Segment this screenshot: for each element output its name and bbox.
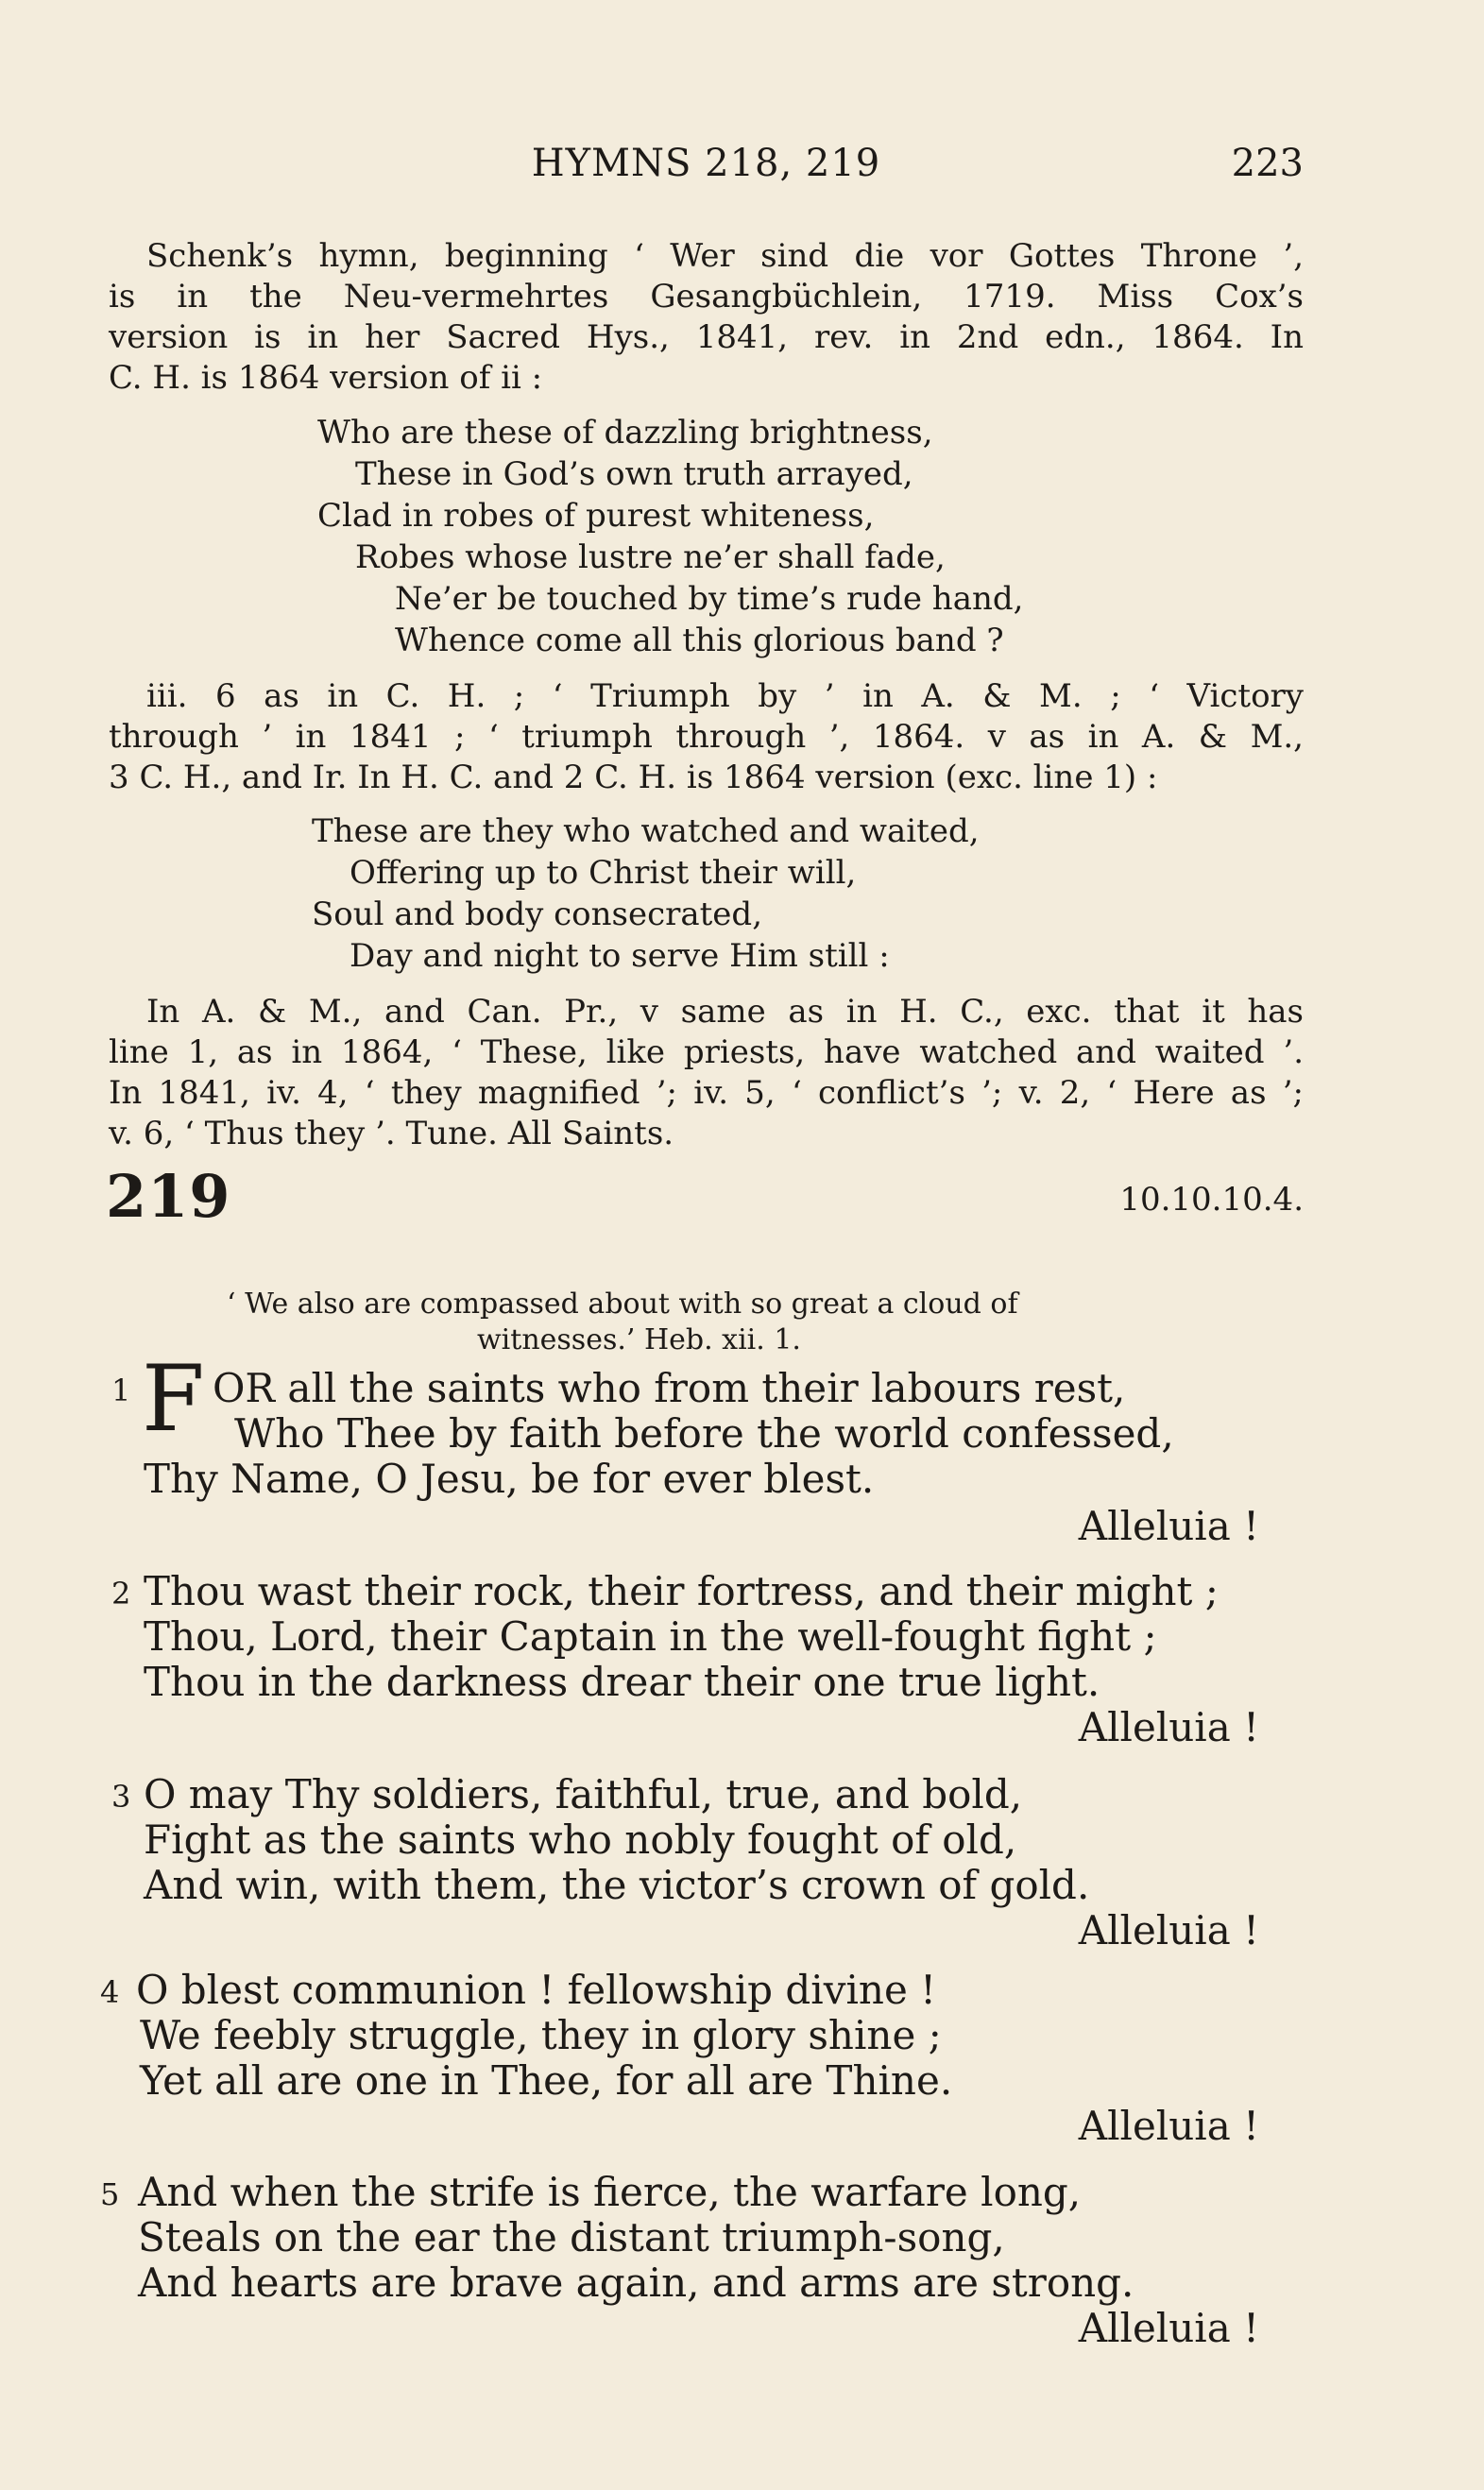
note-line: is in the Neu-vermehrtes Gesangbüchlein, 1719. Miss Cox’s — [109, 278, 1304, 316]
hymn-line: Thou wast their rock, their fortress, and their might ; — [144, 1568, 1219, 1614]
hymn-line: And win, with them, the victor’s crown of gold. — [144, 1862, 1090, 1908]
running-title: HYMNS 218, 219 — [531, 142, 881, 185]
quote-line: Day and night to serve Him still : — [350, 937, 890, 975]
hymn-line: OR all the saints who from their labours rest, — [213, 1365, 1126, 1411]
epigraph-line: ‘ We also are compassed about with so great a cloud of — [227, 1288, 1018, 1321]
quote-line: Who are these of dazzling brightness, — [317, 414, 933, 452]
quote-line: These in God’s own truth arrayed, — [355, 455, 913, 493]
stanza-number: 5 — [100, 2176, 120, 2212]
quote-line: Clad in robes of purest whiteness, — [317, 497, 875, 535]
running-head — [109, 142, 1304, 198]
hymn-line: Fight as the saints who nobly fought of old, — [144, 1816, 1017, 1863]
refrain: Alleluia ! — [1078, 1503, 1259, 1549]
stanza-number: 2 — [111, 1576, 131, 1612]
refrain: Alleluia ! — [1078, 2305, 1259, 2351]
drop-cap: F — [142, 1346, 205, 1452]
hymn-line: Steals on the ear the distant triumph-song, — [138, 2214, 1005, 2260]
stanza-number: 4 — [100, 1974, 120, 2010]
note-line: In 1841, iv. 4, ‘ they magnified ’; iv. 5, ‘ conflict’s ’; v. 2, ‘ Here as ’; — [109, 1074, 1304, 1112]
stanza-number: 1 — [111, 1373, 131, 1408]
note-line: 3 C. H., and Ir. In H. C. and 2 C. H. is 1864 version (exc. line 1) : — [109, 759, 1158, 796]
quote-line: Ne’er be touched by time’s rude hand, — [395, 580, 1024, 618]
note-line: through ’ in 1841 ; ‘ triumph through ’, 1864. v as in A. & M., — [109, 718, 1304, 756]
refrain: Alleluia ! — [1078, 2103, 1259, 2149]
scripture-epigraph — [227, 1287, 1219, 1358]
note-line: v. 6, ‘ Thus they ’. Tune. All Saints. — [109, 1115, 674, 1152]
hymn-line: Thou, Lord, their Captain in the well-fought fight ; — [144, 1613, 1157, 1660]
commentary-note-1 — [109, 236, 1304, 399]
page-number: 223 — [1231, 142, 1304, 185]
note-line: Schenk’s hymn, beginning ‘ Wer sind die vor Gottes Throne ’, — [146, 237, 1304, 275]
quote-line: Soul and body consecrated, — [312, 895, 762, 933]
hymn-line: And when the strife is fierce, the warfare long, — [138, 2169, 1082, 2215]
quote-line: These are they who watched and waited, — [312, 812, 980, 850]
quote-line: Whence come all this glorious band ? — [395, 622, 1004, 659]
hymn-line: Yet all are one in Thee, for all are Thine. — [140, 2057, 953, 2104]
quote-line: Offering up to Christ their will, — [350, 854, 857, 892]
hymn-meter: 10.10.10.4. — [1119, 1181, 1304, 1219]
stanza-number: 3 — [111, 1779, 131, 1815]
hymn-heading — [106, 1162, 1304, 1231]
note-line: C. H. is 1864 version of ii : — [109, 359, 543, 397]
note-line: version is in her Sacred Hys., 1841, rev. in 2nd edn., 1864. In — [109, 318, 1304, 356]
refrain: Alleluia ! — [1078, 1704, 1259, 1750]
hymn-line: Thy Name, O Jesu, be for ever blest. — [144, 1456, 875, 1502]
commentary-note-2 — [109, 676, 1304, 798]
note-line: In A. & M., and Can. Pr., v same as in H. C., exc. that it has — [146, 993, 1304, 1031]
quote-line: Robes whose lustre ne’er shall fade, — [355, 538, 946, 576]
hymn-line: Thou in the darkness drear their one true light. — [144, 1659, 1100, 1705]
hymn-number: 219 — [106, 1162, 231, 1231]
note-line: iii. 6 as in C. H. ; ‘ Triumph by ’ in A. & M. ; ‘ Victory — [146, 677, 1304, 715]
epigraph-line: witnesses.’ Heb. xii. 1. — [477, 1323, 801, 1356]
hymn-line: O may Thy soldiers, faithful, true, and bold, — [144, 1771, 1023, 1817]
commentary-note-3 — [109, 992, 1304, 1154]
hymn-line: We feebly struggle, they in glory shine ; — [140, 2012, 942, 2058]
hymn-line: And hearts are brave again, and arms are strong. — [138, 2260, 1134, 2306]
refrain: Alleluia ! — [1078, 1907, 1259, 1953]
note-line: line 1, as in 1864, ‘ These, like priests, have watched and waited ’. — [109, 1033, 1304, 1071]
hymn-line: Who Thee by faith before the world confessed, — [234, 1410, 1174, 1457]
hymn-line: O blest communion ! fellowship divine ! — [136, 1967, 937, 2013]
